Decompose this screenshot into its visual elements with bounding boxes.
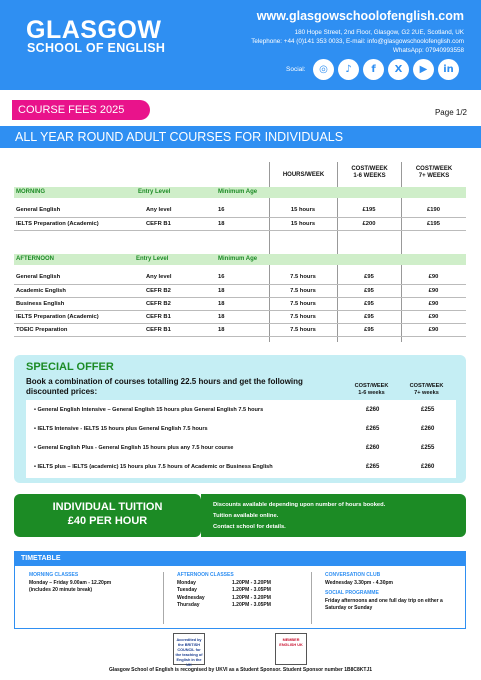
header-banner <box>0 0 481 90</box>
offer-cost1: £265 <box>366 464 380 470</box>
morning-classes-note: (includes 20 minute break) <box>29 587 93 593</box>
table-row <box>14 297 466 310</box>
level-cell: CEFR B2 <box>144 297 216 310</box>
offer-cost2-line2: 7+ weeks <box>414 390 439 396</box>
individual-tuition-box <box>14 494 201 537</box>
social-programme-heading: SOCIAL PROGRAMME <box>325 590 379 596</box>
cost1-header-line1: COST/WEEK <box>351 166 388 172</box>
morning-header-row <box>14 187 466 198</box>
offer-cost2: £260 <box>421 426 435 432</box>
age-cell: 16 <box>216 204 269 217</box>
timetable-title: TIMETABLE <box>15 552 465 566</box>
instagram-icon[interactable]: ◎ <box>313 59 334 80</box>
facebook-icon[interactable]: f <box>363 59 384 80</box>
cost1-cell: £95 <box>337 271 401 284</box>
schedule-time: 1.20PM - 3.20PM <box>232 594 271 601</box>
morning-label: MORNING <box>16 189 45 195</box>
footer-text: Glasgow School of English is recognised by UKVI as a Student Sponsor. Student Sponsor number 1B8C8KTJ1 <box>108 667 373 673</box>
morning-classes <box>29 572 159 595</box>
offer-cost1-header <box>344 383 399 397</box>
cost2-cell: £90 <box>401 284 466 297</box>
schedule-day: Wednesday <box>177 594 205 601</box>
course-cell: Academic English <box>14 284 144 297</box>
contact-details: Telephone: +44 (0)141 353 0033, E-mail: info@glasgowschoolofenglish.com <box>251 38 464 45</box>
linkedin-icon[interactable]: in <box>438 59 459 80</box>
schedule-row <box>177 602 307 610</box>
x-icon[interactable]: X <box>388 59 409 80</box>
offer-cost2-line1: COST/WEEK <box>409 383 444 389</box>
offer-row <box>26 419 456 440</box>
table-row <box>14 284 466 297</box>
cost1-cell: £200 <box>337 217 401 230</box>
schedule-day: Thursday <box>177 602 200 608</box>
morning-classes-heading: MORNING CLASSES <box>29 572 79 578</box>
special-offer-panel <box>14 355 466 483</box>
offer-title: SPECIAL OFFER <box>26 361 114 373</box>
hours-cell: 7.5 hours <box>269 271 337 284</box>
offer-cost1: £260 <box>366 407 380 413</box>
age-cell: 18 <box>216 284 269 297</box>
schedule-time: 1.20PM - 3.05PM <box>232 602 271 608</box>
offer-text: • General English Intensive – General English 15 hours plus General English 7.5 hours <box>34 407 264 413</box>
hours-cell: 7.5 hours <box>269 297 337 310</box>
cost2-header <box>402 166 466 180</box>
age-cell: 16 <box>216 271 269 284</box>
morning-classes-times: Monday – Friday 9.00am - 12.20pm <box>29 579 112 586</box>
hours-header: HOURS/WEEK <box>282 172 325 178</box>
schedule-time: 1.20PM - 3.05PM <box>232 587 271 593</box>
english-uk-badge: MEMBER ENGLISH UK <box>275 633 307 665</box>
afternoon-table <box>14 271 466 337</box>
address: 180 Hope Street, 2nd Floor, Glasgow, G2 2UE, Scotland, UK <box>294 29 464 36</box>
timetable-divider <box>163 572 164 624</box>
level-cell: CEFR B1 <box>144 217 216 230</box>
timetable-divider <box>311 572 312 624</box>
offer-text: • General English Plus - General English 15 hours plus any 7.5 hour course <box>34 445 234 451</box>
schedule-day: Tuesday <box>177 587 197 593</box>
level-cell: Any level <box>144 204 216 217</box>
table-row <box>14 217 466 230</box>
british-council-badge: Accredited by the BRITISH COUNCIL for the teaching of English in the UK <box>173 633 205 665</box>
level-cell: CEFR B1 <box>144 323 216 336</box>
course-cell: Business English <box>14 297 144 310</box>
social-programme-line2: Saturday or Sunday <box>325 605 373 611</box>
table-row <box>14 204 466 217</box>
tuition-note: Tuition available online. <box>213 513 279 519</box>
conversation-club-heading: CONVERSATION CLUB <box>325 572 381 578</box>
cost2-cell: £190 <box>401 204 466 217</box>
logo-sub: SCHOOL OF ENGLISH <box>27 41 166 55</box>
schedule-row <box>177 587 307 595</box>
hours-cell: 15 hours <box>269 204 337 217</box>
cost2-cell: £90 <box>401 310 466 323</box>
tiktok-icon[interactable]: ♪ <box>338 59 359 80</box>
level-cell: Any level <box>144 271 216 284</box>
offer-cost2-header <box>399 383 454 397</box>
afternoon-header-row <box>14 254 466 265</box>
table-row <box>14 271 466 284</box>
course-cell: IELTS Preparation (Academic) <box>14 310 144 323</box>
offer-cost1: £265 <box>366 426 380 432</box>
page-number: Page 1/2 <box>434 108 467 117</box>
afternoon-classes-heading: AFTERNOON CLASSES <box>177 572 234 578</box>
website-link[interactable]: www.glasgowschoolofenglish.com <box>256 9 464 23</box>
cost1-cell: £195 <box>337 204 401 217</box>
course-cell: IELTS Preparation (Academic) <box>14 217 144 230</box>
schedule-day: Monday <box>177 579 196 586</box>
cost1-cell: £95 <box>337 297 401 310</box>
morning-table <box>14 204 466 231</box>
age-cell: 18 <box>216 297 269 310</box>
social-icons <box>313 59 459 80</box>
cost1-header-line2: 1-6 WEEKS <box>353 173 386 179</box>
age-cell: 18 <box>216 217 269 230</box>
cost2-cell: £195 <box>401 217 466 230</box>
age-cell: 18 <box>216 323 269 336</box>
entry-level-header: Entry Level <box>138 189 171 195</box>
table-row <box>14 323 466 336</box>
section-title: ALL YEAR ROUND ADULT COURSES FOR INDIVIDUALS <box>0 126 481 148</box>
conversation-club-time: Wednesday 3.30pm - 4.30pm <box>325 579 393 586</box>
conversation-social <box>325 572 460 613</box>
schedule-time: 1.20PM - 3.20PM <box>232 579 271 586</box>
cost2-cell: £90 <box>401 323 466 336</box>
cost2-header-line2: 7+ WEEKS <box>418 173 450 179</box>
offer-cost1: £260 <box>366 445 380 451</box>
cost1-cell: £95 <box>337 310 401 323</box>
tuition-price: £40 PER HOUR <box>67 515 148 527</box>
contact-block <box>251 28 464 55</box>
schedule-row <box>177 580 307 588</box>
afternoon-label: AFTERNOON <box>16 256 54 262</box>
tuition-notes <box>201 494 466 537</box>
hours-cell: 7.5 hours <box>269 310 337 323</box>
offer-description: Book a combination of courses totalling 22.5 hours and get the following discounted prices: <box>26 377 303 396</box>
min-age-header: Minimum Age <box>218 256 258 262</box>
offer-row <box>26 400 456 421</box>
offer-cost2: £255 <box>421 407 435 413</box>
course-cell: General English <box>14 271 144 284</box>
entry-level-header: Entry Level <box>136 256 169 262</box>
level-cell: CEFR B2 <box>144 284 216 297</box>
cost2-cell: £90 <box>401 271 466 284</box>
offer-text: • IELTS Intensive - IELTS 15 hours plus General English 7.5 hours <box>34 426 208 432</box>
course-cell: TOEIC Preparation <box>14 323 144 336</box>
age-cell: 18 <box>216 310 269 323</box>
hours-cell: 7.5 hours <box>269 323 337 336</box>
offer-cost1-line2: 1-6 weeks <box>358 390 385 396</box>
cost2-cell: £90 <box>401 297 466 310</box>
timetable-panel <box>14 551 466 629</box>
hours-cell: 7.5 hours <box>269 284 337 297</box>
offer-cost2: £260 <box>421 464 435 470</box>
logo-main: GLASGOW <box>26 16 162 44</box>
course-fees-label: COURSE FEES 2025 <box>12 100 150 120</box>
social-programme-line1: Friday afternoons and one full day trip on either a <box>325 597 443 604</box>
schedule-row <box>177 595 307 603</box>
table-row <box>14 310 466 323</box>
cost1-header <box>338 166 401 180</box>
tuition-title: INDIVIDUAL TUITION <box>52 501 163 513</box>
tuition-note: Discounts available depending upon number of hours booked. <box>213 502 386 508</box>
tuition-note: Contact school for details. <box>213 524 286 530</box>
youtube-icon[interactable]: ▶ <box>413 59 434 80</box>
offer-cost1-line1: COST/WEEK <box>354 383 389 389</box>
cost1-cell: £95 <box>337 323 401 336</box>
min-age-header: Minimum Age <box>218 189 258 195</box>
whatsapp: WhatsApp: 07940993558 <box>392 47 464 54</box>
cost1-cell: £95 <box>337 284 401 297</box>
offer-row <box>26 457 456 478</box>
course-cell: General English <box>14 204 144 217</box>
cost2-header-line1: COST/WEEK <box>415 166 453 172</box>
offer-row <box>26 438 456 459</box>
offer-text: • IELTS plus – IELTS (academic) 15 hours plus 7.5 hours of Academic or Business English <box>34 464 273 470</box>
afternoon-classes <box>177 572 307 610</box>
social-label: Social: <box>286 66 306 73</box>
level-cell: CEFR B1 <box>144 310 216 323</box>
hours-cell: 15 hours <box>269 217 337 230</box>
offer-cost2: £255 <box>421 445 435 451</box>
